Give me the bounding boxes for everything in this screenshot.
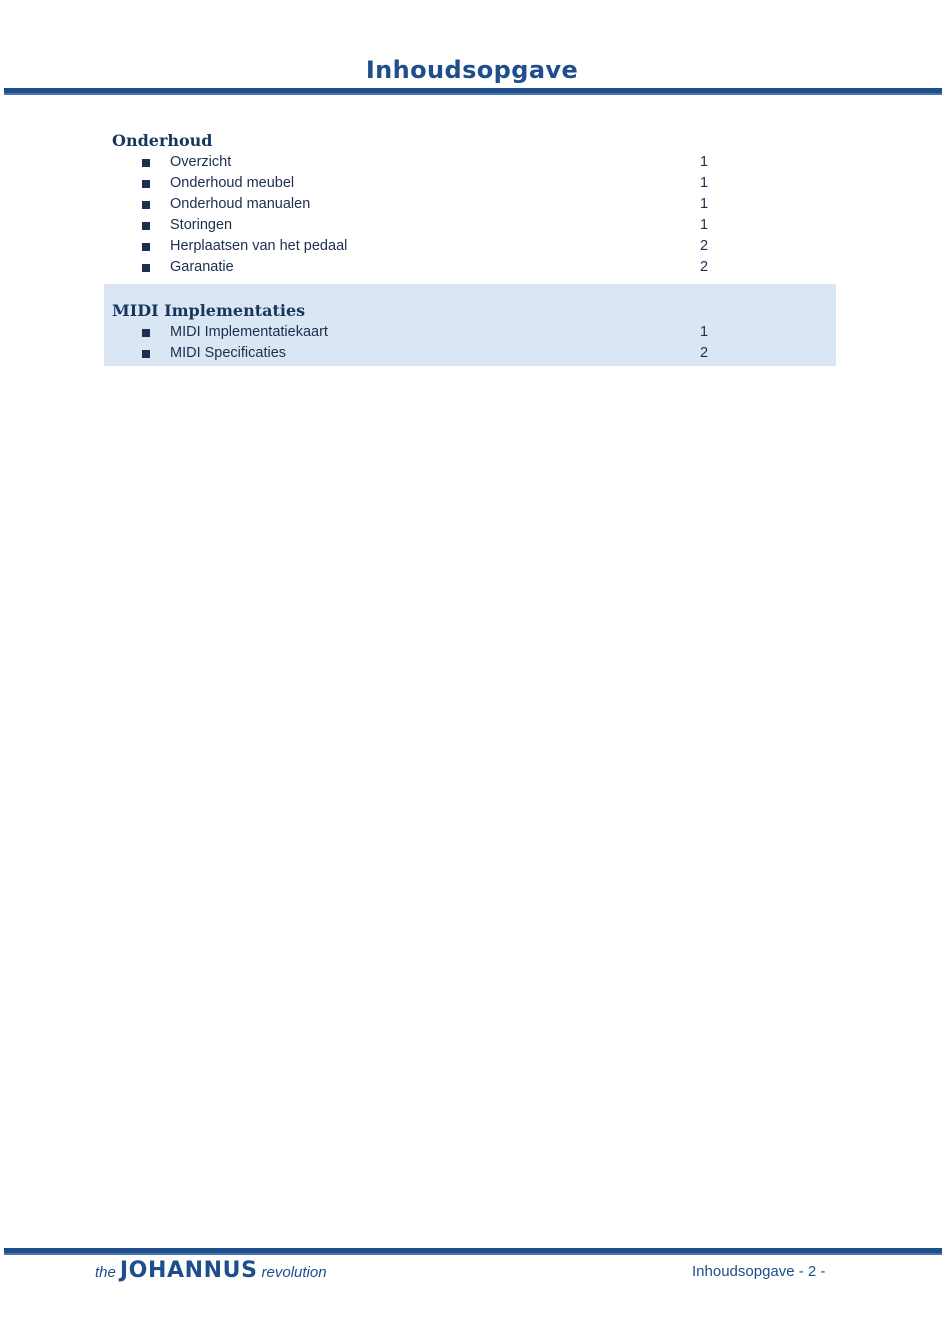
toc-entry-label: Garanatie [170, 259, 234, 275]
toc-entry-page: 1 [700, 217, 709, 233]
footer-divider [4, 1248, 942, 1255]
footer-page-label: Inhoudsopgave - 2 - [692, 1263, 826, 1280]
toc-entry[interactable] [104, 215, 836, 236]
square-bullet-icon [142, 201, 150, 209]
square-bullet-icon [142, 329, 150, 337]
square-bullet-icon [142, 350, 150, 358]
square-bullet-icon [142, 180, 150, 188]
toc-entry-label: Onderhoud manualen [170, 196, 311, 212]
section-heading: MIDI Implementaties [112, 301, 306, 320]
toc-entry-page: 2 [700, 259, 709, 275]
toc-entry[interactable] [104, 152, 836, 173]
brand-name: JOHANNUS [119, 1258, 258, 1283]
brand-logo [95, 1258, 327, 1283]
square-bullet-icon [142, 264, 150, 272]
toc-entry-label: Herplaatsen van het pedaal [170, 238, 348, 254]
brand-suffix: revolution [261, 1264, 327, 1281]
square-bullet-icon [142, 159, 150, 167]
page-title: Inhoudsopgave [365, 56, 579, 84]
toc-entry-page: 1 [700, 196, 709, 212]
toc-section-midi [104, 284, 836, 366]
toc-entry-label: Storingen [170, 217, 233, 233]
toc-entry-label: MIDI Implementatiekaart [170, 324, 328, 340]
toc-section-onderhoud [104, 128, 836, 280]
toc-entry-page: 2 [700, 238, 709, 254]
toc-entry-label: Onderhoud meubel [170, 175, 295, 191]
toc-entry-page: 1 [700, 154, 709, 170]
toc-entry[interactable] [104, 194, 836, 215]
square-bullet-icon [142, 243, 150, 251]
table-of-contents [104, 128, 836, 366]
toc-entry[interactable] [104, 257, 836, 278]
toc-entry-page: 1 [700, 324, 709, 340]
toc-entry-label: MIDI Specificaties [170, 345, 287, 361]
toc-entry-page: 2 [700, 345, 709, 361]
toc-entry[interactable] [104, 343, 836, 364]
toc-entry-label: Overzicht [170, 154, 232, 170]
header-divider [4, 88, 942, 95]
toc-entry-page: 1 [700, 175, 709, 191]
brand-prefix: the [95, 1264, 116, 1281]
square-bullet-icon [142, 222, 150, 230]
toc-entry[interactable] [104, 322, 836, 343]
toc-entry[interactable] [104, 236, 836, 257]
toc-entry[interactable] [104, 173, 836, 194]
section-heading: Onderhoud [112, 131, 213, 150]
